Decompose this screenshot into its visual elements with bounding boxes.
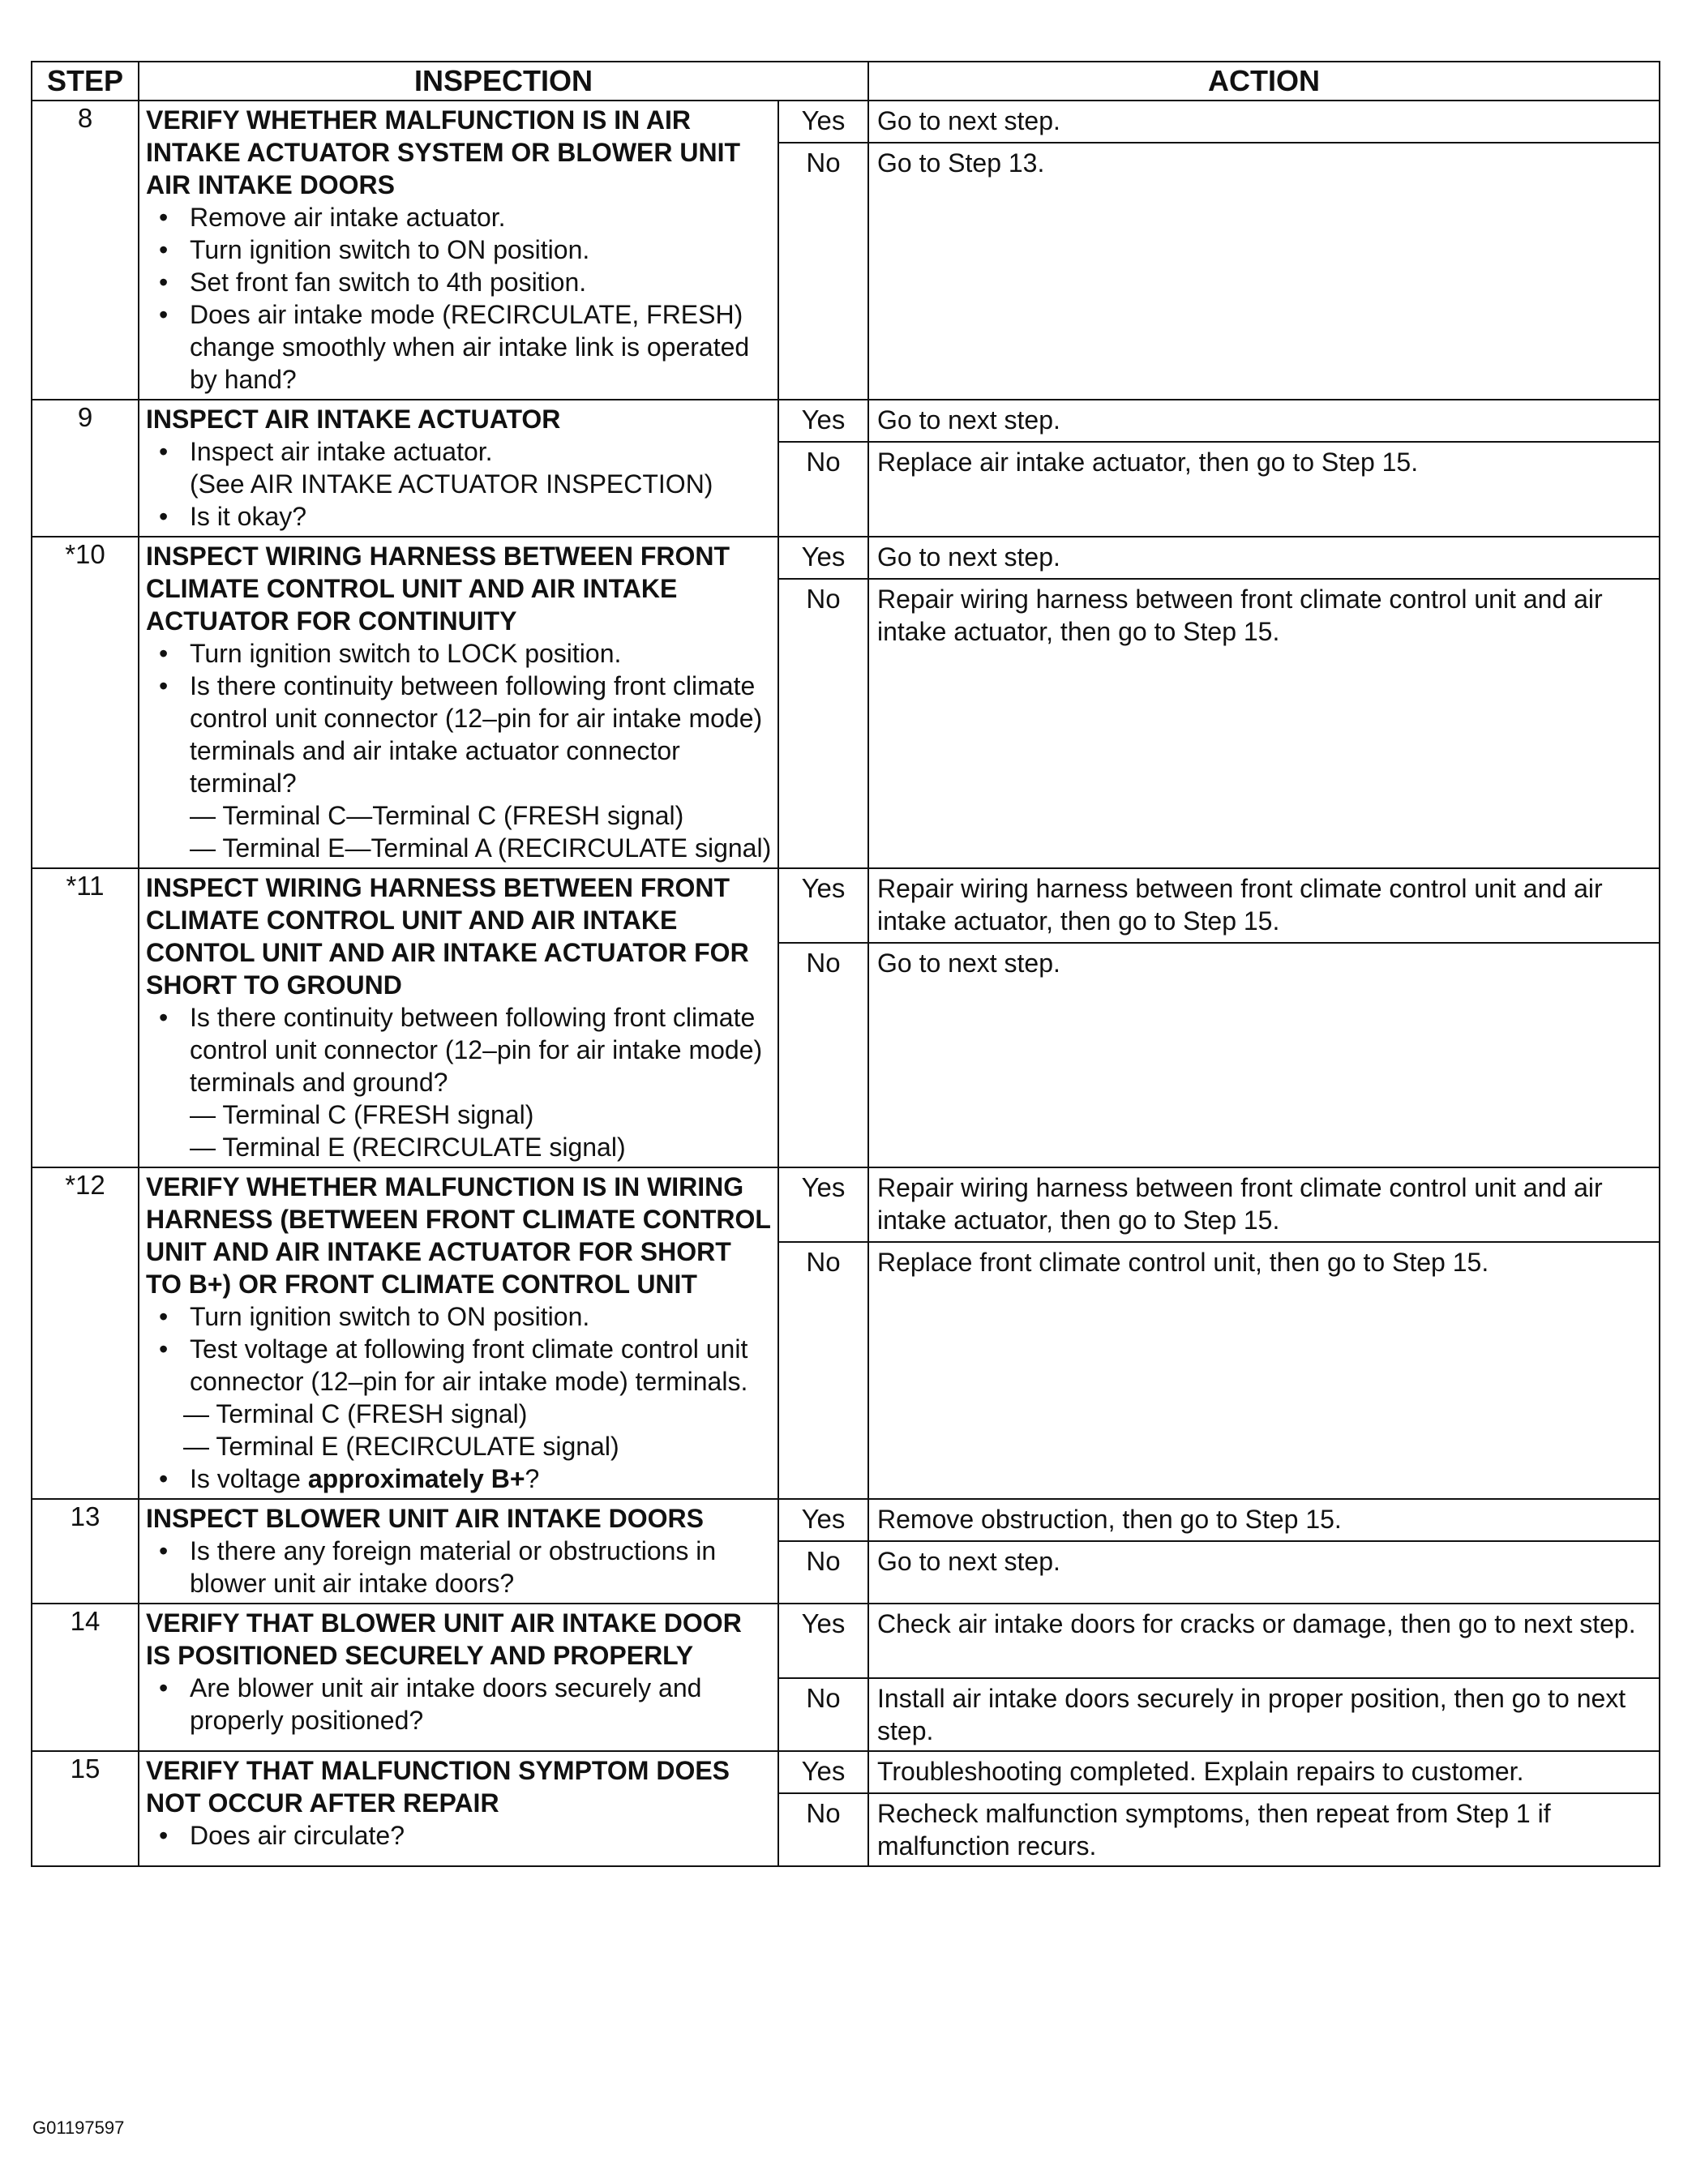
no-label: No (778, 1242, 868, 1499)
yes-label: Yes (778, 1499, 868, 1541)
table-row (32, 537, 1660, 579)
inspection-title: VERIFY THAT MALFUNCTION SYMPTOM DOES NOT OCCUR AFTER REPAIR (146, 1756, 730, 1818)
bullet-text-post: ? (525, 1464, 540, 1493)
inspection-cell (139, 101, 778, 400)
table-row (32, 1499, 1660, 1541)
terminal-subitem (183, 1430, 773, 1462)
no-action: Go to next step. (868, 1541, 1660, 1604)
no-action: Go to next step. (868, 943, 1660, 1167)
no-action: Recheck malfunction symptoms, then repeat from Step 1 if malfunction recurs. (868, 1793, 1660, 1866)
no-action: Install air intake doors securely in proper position, then go to next step. (868, 1678, 1660, 1751)
bullet-text: Inspect air intake actuator. (190, 437, 493, 466)
inspection-cell (139, 400, 778, 537)
step-number: *11 (32, 868, 139, 1167)
figure-code: G01197597 (32, 2118, 125, 2138)
inspection-bullets (146, 1300, 773, 1495)
terminal-subitem-text: — Terminal E (RECIRCULATE signal) (183, 1432, 619, 1461)
inspection-cell (139, 1751, 778, 1866)
bullet-item: • Are blower unit air intake doors securely and properly positioned? (146, 1672, 773, 1736)
inspection-title: VERIFY WHETHER MALFUNCTION IS IN AIR INTAKE ACTUATOR SYSTEM OR BLOWER UNIT AIR INTAKE DOORS (146, 105, 741, 199)
table-row (32, 101, 1660, 143)
yes-action: Remove obstruction, then go to Step 15. (868, 1499, 1660, 1541)
step-number: *10 (32, 537, 139, 868)
inspection-bullets (146, 201, 773, 396)
bullet-text: Test voltage at following front climate control unit connector (12–pin for air intake mode) terminals. (190, 1334, 748, 1396)
yes-label: Yes (778, 1604, 868, 1678)
table-row (32, 1604, 1660, 1678)
troubleshooting-table (31, 61, 1660, 1867)
yes-label: Yes (778, 400, 868, 442)
bullet-item: • Is there continuity between following front climate control unit connector (12–pin for air intake mode) terminals and air intake actuator connector terminal? (146, 670, 773, 799)
bullet-item: • Is there any foreign material or obstructions in blower unit air intake doors? (146, 1535, 773, 1599)
step-number: 15 (32, 1751, 139, 1866)
no-action: Repair wiring harness between front climate control unit and air intake actuator, then go to Step 15. (868, 579, 1660, 868)
terminal-subitem-text: — Terminal C (FRESH signal) (183, 1399, 528, 1428)
inspection-bullets (146, 435, 773, 533)
terminal-subitem: — Terminal C—Terminal C (FRESH signal) (190, 801, 684, 830)
no-label: No (778, 1541, 868, 1604)
bullet-item (146, 1333, 773, 1462)
yes-action: Go to next step. (868, 101, 1660, 143)
header-step: STEP (32, 62, 139, 101)
inspection-title: INSPECT WIRING HARNESS BETWEEN FRONT CLIMATE CONTROL UNIT AND AIR INTAKE CONTOL UNIT AND AIR INTAKE ACTUATOR FOR SHORT TO GROUND (146, 873, 749, 1000)
inspection-cell (139, 537, 778, 868)
bullet-subtext: (See AIR INTAKE ACTUATOR INSPECTION) (190, 469, 713, 499)
yes-action: Go to next step. (868, 537, 1660, 579)
yes-action: Repair wiring harness between front climate control unit and air intake actuator, then go to Step 15. (868, 1167, 1660, 1242)
inspection-bullets (146, 1001, 773, 1098)
no-label: No (778, 143, 868, 400)
step-number: 14 (32, 1604, 139, 1751)
bullet-item: • Turn ignition switch to LOCK position. (146, 637, 773, 670)
inspection-title: INSPECT AIR INTAKE ACTUATOR (146, 405, 561, 434)
inspection-cell (139, 868, 778, 1167)
terminal-subitem (183, 1398, 773, 1430)
table-header-row (32, 62, 1660, 101)
yes-label: Yes (778, 1751, 868, 1793)
no-action: Go to Step 13. (868, 143, 1660, 400)
inspection-title: VERIFY THAT BLOWER UNIT AIR INTAKE DOOR IS POSITIONED SECURELY AND PROPERLY (146, 1608, 742, 1670)
inspection-title: INSPECT WIRING HARNESS BETWEEN FRONT CLIMATE CONTROL UNIT AND AIR INTAKE ACTUATOR FOR CONTINUITY (146, 542, 730, 636)
yes-label: Yes (778, 537, 868, 579)
table-row (32, 400, 1660, 442)
table-row (32, 1751, 1660, 1793)
no-label: No (778, 579, 868, 868)
header-inspection: INSPECTION (139, 62, 868, 101)
bullet-item: • Is it okay? (146, 500, 773, 533)
no-label: No (778, 1793, 868, 1866)
no-action: Replace front climate control unit, then go to Step 15. (868, 1242, 1660, 1499)
bullet-item: • Is there continuity between following front climate control unit connector (12–pin for air intake mode) terminals and ground? (146, 1001, 773, 1098)
bullet-item: • Does air intake mode (RECIRCULATE, FRESH) change smoothly when air intake link is operated by hand? (146, 298, 773, 396)
bullet-item (146, 1462, 773, 1495)
terminal-subitem: — Terminal E (RECIRCULATE signal) (190, 1133, 626, 1162)
yes-action: Go to next step. (868, 400, 1660, 442)
inspection-bullets (146, 1672, 773, 1736)
bullet-item: • Turn ignition switch to ON position. (146, 233, 773, 266)
header-action: ACTION (868, 62, 1660, 101)
bullet-text-pre: Is voltage (190, 1464, 308, 1493)
yes-label: Yes (778, 1167, 868, 1242)
inspection-cell (139, 1167, 778, 1499)
yes-action: Troubleshooting completed. Explain repairs to customer. (868, 1751, 1660, 1793)
bullet-text-bold: approximately B+ (307, 1464, 525, 1493)
inspection-cell (139, 1604, 778, 1751)
inspection-bullets (146, 1819, 773, 1852)
inspection-title: VERIFY WHETHER MALFUNCTION IS IN WIRING HARNESS (BETWEEN FRONT CLIMATE CONTROL UNIT AND AIR INTAKE ACTUATOR FOR SHORT TO B+) OR FRONT CLIMATE CONTROL UNIT (146, 1172, 771, 1299)
no-label: No (778, 1678, 868, 1751)
table-row (32, 868, 1660, 943)
bullet-item (146, 435, 773, 500)
no-action: Replace air intake actuator, then go to Step 15. (868, 442, 1660, 537)
inspection-bullets (146, 637, 773, 799)
inspection-cell (139, 1499, 778, 1604)
bullet-item: • Set front fan switch to 4th position. (146, 266, 773, 298)
terminal-subitem: — Terminal E—Terminal A (RECIRCULATE signal) (190, 833, 772, 863)
bullet-item: • Does air circulate? (146, 1819, 773, 1852)
no-label: No (778, 442, 868, 537)
yes-label: Yes (778, 868, 868, 943)
step-number: 8 (32, 101, 139, 400)
step-number: *12 (32, 1167, 139, 1499)
terminal-subitem: — Terminal C (FRESH signal) (190, 1100, 534, 1129)
yes-label: Yes (778, 101, 868, 143)
inspection-bullets (146, 1535, 773, 1599)
yes-action: Repair wiring harness between front climate control unit and air intake actuator, then go to Step 15. (868, 868, 1660, 943)
table-row (32, 1167, 1660, 1242)
yes-action: Check air intake doors for cracks or damage, then go to next step. (868, 1604, 1660, 1678)
bullet-item: • Remove air intake actuator. (146, 201, 773, 233)
bullet-item: • Turn ignition switch to ON position. (146, 1300, 773, 1333)
inspection-title: INSPECT BLOWER UNIT AIR INTAKE DOORS (146, 1504, 704, 1533)
no-label: No (778, 943, 868, 1167)
step-number: 13 (32, 1499, 139, 1604)
step-number: 9 (32, 400, 139, 537)
